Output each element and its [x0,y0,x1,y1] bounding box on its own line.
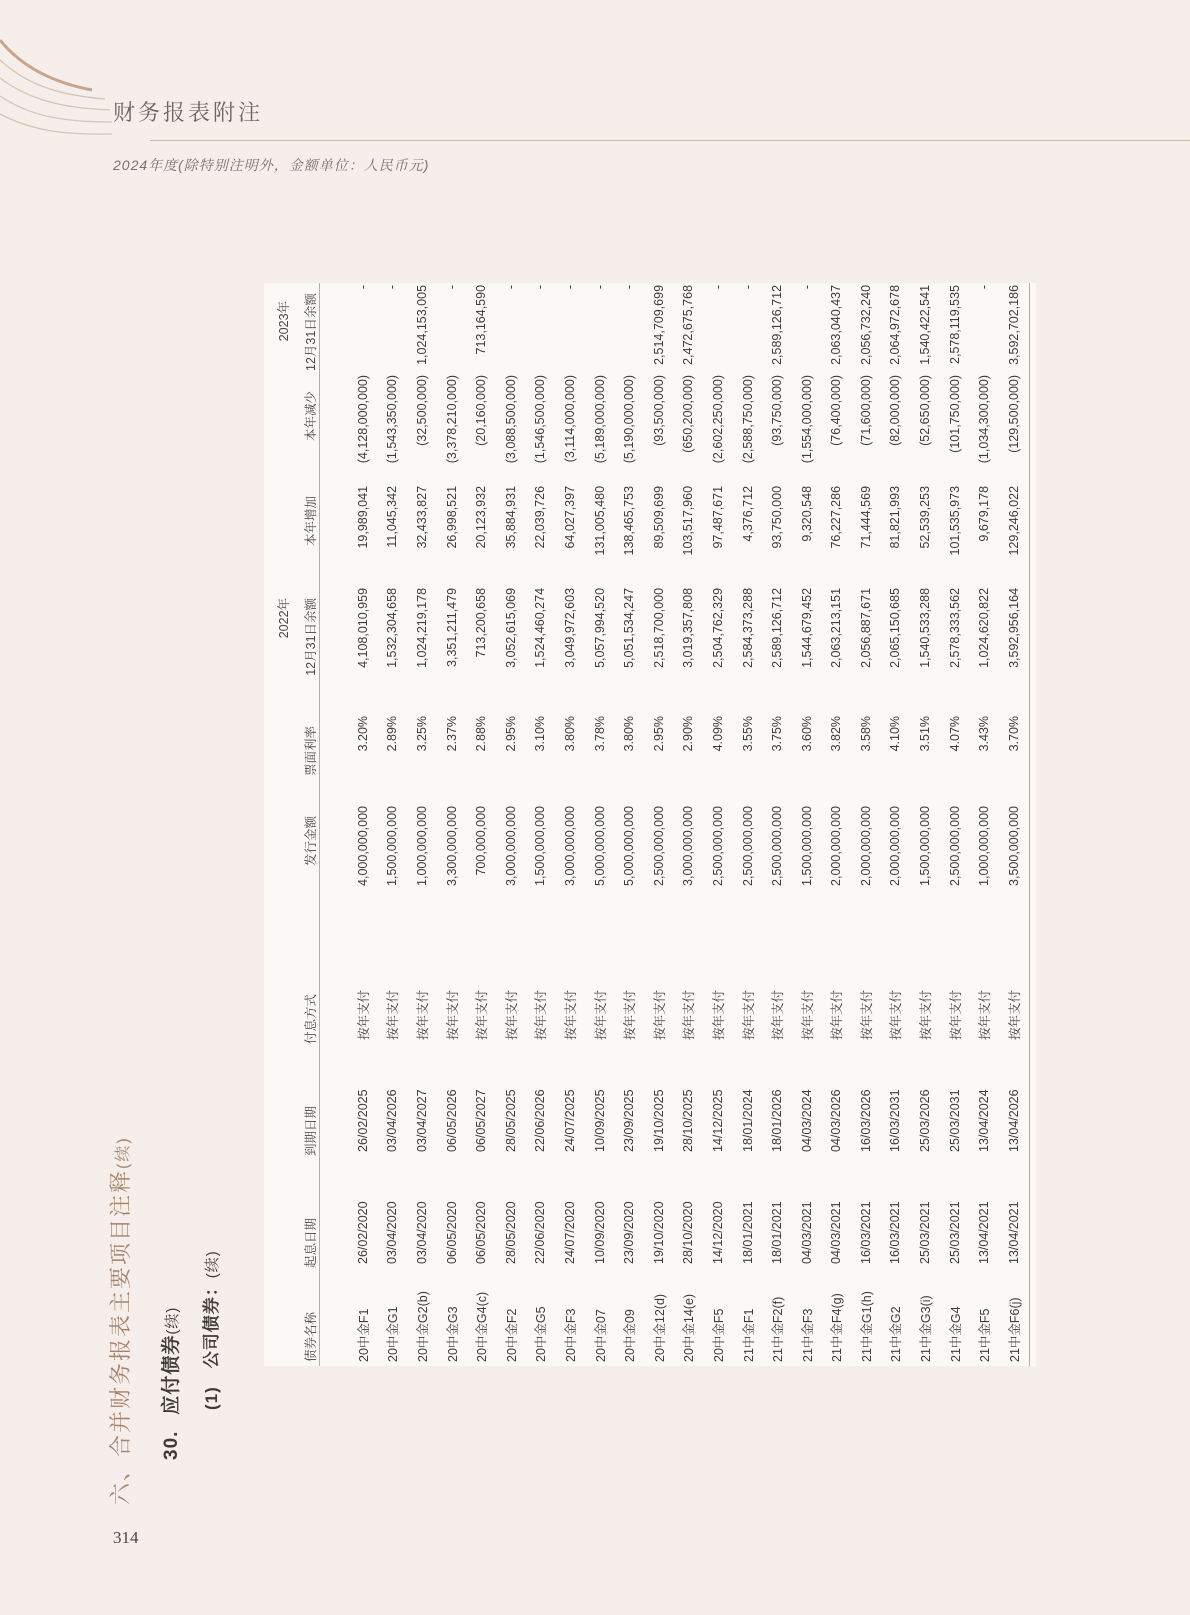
cell-payment-method: 按年支付 [978,989,993,1040]
table-row [585,283,615,1366]
cell-decrease: (4,128,000,000) [355,374,370,464]
cell-decrease: (32,500,000) [414,374,429,446]
cell-issue-amount: 1,000,000,000 [414,806,429,886]
cell-bond-name: 20中金14(e) [682,1293,697,1362]
cell-balance-2023: - [710,284,725,290]
col-header-decrease: 本年减少 [304,390,318,441]
cell-payment-method: 按年支付 [711,989,726,1040]
cell-balance-2023: 2,589,126,712 [770,284,785,365]
table-row [555,283,585,1366]
cell-balance-2022: 1,532,304,658 [385,587,400,668]
cell-issue-amount: 2,000,000,000 [858,806,873,886]
cell-increase: 52,539,253 [918,485,933,549]
col-header-payment-method: 付息方式 [304,993,318,1044]
header-subtitle: 2024年度(除特别注明外，金额单位：人民币元) [113,157,430,173]
cell-increase: 32,433,827 [414,485,429,549]
cell-maturity-date: 22/06/2026 [533,1089,548,1152]
page-number: 314 [113,1528,139,1547]
col-header-start-date: 起息日期 [304,1217,318,1268]
cell-coupon-rate: 3.75% [770,715,785,752]
cell-balance-2022: 2,504,762,329 [710,587,725,668]
cell-balance-2023: 2,472,675,768 [681,284,696,365]
table-row [378,283,408,1366]
cell-payment-method: 按年支付 [948,989,963,1040]
cell-issue-amount: 3,500,000,000 [999,798,1029,948]
table-row [851,283,881,1366]
cell-balance-2023: - [977,284,992,290]
cell-issue-amount: 1,500,000,000 [799,806,814,886]
cell-maturity-date: 24/07/2025 [562,1089,577,1152]
cell-balance-2022: 3,019,357,808 [681,587,696,668]
cell-maturity-date: 18/01/2026 [770,1089,785,1152]
cell-start-date: 26/02/2020 [355,1201,370,1264]
table-row [940,283,970,1366]
cell-bond-name: 20中金07 [593,1309,608,1362]
cell-balance-2023: - [592,284,607,290]
cell-balance-2022: 5,051,534,247 [622,587,637,668]
cell-decrease: (5,190,000,000) [622,374,637,464]
cell-decrease: (2,602,250,000) [710,374,725,464]
cell-maturity-date: 03/04/2026 [385,1089,400,1152]
cell-maturity-date: 23/09/2025 [622,1089,637,1152]
cell-start-date: 03/04/2020 [385,1201,400,1264]
cell-start-date: 23/09/2020 [622,1201,637,1264]
cell-coupon-rate: 3.55% [740,715,755,752]
cell-bond-name: 21中金F3 [800,1308,815,1362]
cell-bond-name: 21中金G4 [948,1306,963,1362]
cell-balance-2022: 1,024,219,178 [414,587,429,668]
cell-start-date: 13/04/2021 [999,1160,1029,1272]
cell-decrease: (1,554,000,000) [799,374,814,464]
cell-maturity-date: 06/05/2027 [474,1089,489,1152]
cell-start-date: 04/03/2021 [799,1201,814,1264]
cell-bond-name: 20中金09 [623,1309,638,1362]
cell-issue-amount: 2,500,000,000 [740,806,755,886]
col-header-bond-name: 债券名称 [304,1311,318,1362]
table-row [733,283,763,1366]
cell-start-date: 22/06/2020 [533,1201,548,1264]
cell-balance-2023: - [533,284,548,290]
cell-maturity-date: 10/09/2025 [592,1089,607,1152]
cell-issue-amount: 2,000,000,000 [829,806,844,886]
table-row [881,283,911,1366]
cell-issue-amount: 3,000,000,000 [562,806,577,886]
cell-issue-amount: 1,500,000,000 [533,806,548,886]
cell-bond-name: 21中金G1(h) [859,1291,874,1362]
cell-balance-2022: 2,056,887,671 [858,587,873,668]
cell-balance-2023: 2,063,040,437 [829,284,844,365]
cell-start-date: 16/03/2021 [858,1201,873,1264]
cell-payment-method: 按年支付 [652,989,667,1040]
cell-start-date: 04/03/2021 [829,1201,844,1264]
cell-balance-2023: 2,064,972,678 [888,284,903,365]
table-row [762,283,792,1366]
cell-start-date: 28/10/2020 [681,1201,696,1264]
cell-payment-method: 按年支付 [386,989,401,1040]
cell-balance-2023: - [385,284,400,290]
cell-start-date: 10/09/2020 [592,1201,607,1264]
cell-increase: 64,027,397 [562,485,577,549]
cell-increase: 103,517,960 [681,485,696,556]
cell-decrease: (52,650,000) [918,374,933,446]
cell-balance-2022: 1,544,679,452 [799,587,814,668]
cell-coupon-rate: 2.88% [474,715,489,752]
section-title-cont: (续) [115,1136,132,1169]
cell-increase: 89,509,699 [651,485,666,549]
cell-payment-method: 按年支付 [682,989,697,1040]
cell-start-date: 03/04/2020 [414,1201,429,1264]
cell-start-date: 24/07/2020 [562,1201,577,1264]
cell-coupon-rate: 3.78% [592,715,607,752]
cell-balance-2022: 2,065,150,685 [888,587,903,668]
cell-coupon-rate: 3.10% [533,715,548,752]
cell-increase: 93,750,000 [770,485,785,549]
cell-payment-method: 按年支付 [800,989,815,1040]
header-title: 财务报表附注 [113,100,264,125]
cell-increase: 22,039,726 [533,485,548,549]
cell-decrease: (1,034,300,000) [977,374,992,464]
table-row [614,283,644,1366]
cell-coupon-rate: 3.82% [829,715,844,752]
cell-bond-name: 20中金G4(c) [475,1291,490,1362]
cell-decrease: (93,500,000) [651,374,666,446]
cell-balance-2023: 1,540,422,541 [918,284,933,365]
cell-issue-amount: 1,500,000,000 [385,806,400,886]
table-row [999,283,1029,1366]
cell-decrease: (5,189,000,000) [592,374,607,464]
cell-balance-2023: 2,514,709,699 [651,284,666,365]
cell-balance-2022: 4,108,010,959 [355,587,370,668]
cell-coupon-rate: 3.80% [622,715,637,752]
cell-payment-method: 按年支付 [593,989,608,1040]
cell-bond-name: 21中金F6(j) [999,1272,1029,1366]
note-title [156,1307,183,1460]
cell-issue-amount: 2,500,000,000 [947,806,962,886]
cell-increase: 20,123,932 [474,485,489,549]
cell-bond-name: 21中金G3(i) [919,1295,934,1362]
cell-issue-amount: 5,000,000,000 [592,806,607,886]
cell-increase: 9,320,548 [799,485,814,542]
table-row [822,283,852,1366]
cell-coupon-rate: 3.70% [999,708,1029,798]
cell-decrease: (1,543,350,000) [385,374,400,464]
cell-coupon-rate: 2.37% [444,715,459,752]
cell-maturity-date: 19/10/2025 [651,1089,666,1152]
year-header-row [264,283,292,1366]
cell-coupon-rate: 2.95% [651,715,666,752]
cell-balance-2022: 713,200,658 [474,587,489,658]
cell-payment-method: 按年支付 [563,989,578,1040]
cell-increase: 131,005,480 [592,485,607,556]
cell-coupon-rate: 3.25% [414,715,429,752]
cell-payment-method: 按年支付 [889,989,904,1040]
table-row [703,283,733,1366]
year-2023-label: 2023年 [277,300,291,342]
cell-coupon-rate: 2.90% [681,715,696,752]
cell-payment-method: 按年支付 [919,989,934,1040]
cell-balance-2023: 713,164,590 [474,284,489,355]
cell-start-date: 18/01/2021 [770,1201,785,1264]
cell-increase: 71,444,569 [858,485,873,549]
cell-increase: 26,998,521 [444,485,459,549]
table-row [969,283,999,1366]
cell-issue-amount: 3,000,000,000 [681,806,696,886]
table-row [496,283,526,1366]
cell-start-date: 14/12/2020 [710,1201,725,1264]
cell-start-date: 25/03/2021 [918,1201,933,1264]
sub-number: (1) [202,1386,221,1410]
table-row [674,283,704,1366]
table-row [644,283,674,1366]
cell-bond-name: 21中金F1 [741,1308,756,1362]
cell-balance-2023: - [355,284,370,290]
cell-balance-2023: 2,578,119,535 [947,284,962,364]
cell-balance-2022: 1,024,620,822 [977,587,992,668]
col-header-balance-2023: 12月31日余额 [304,293,318,371]
cell-payment-method: 按年支付 [356,989,371,1040]
cell-increase: 19,989,041 [355,485,370,549]
cell-balance-2022: 3,351,211,479 [444,587,459,667]
cell-coupon-rate: 3.58% [858,715,873,752]
sub-title [197,1250,222,1410]
cell-maturity-date: 13/04/2026 [999,1048,1029,1160]
header-rule-row [320,283,349,1366]
cell-balance-2022: 2,063,213,151 [829,587,844,668]
cell-maturity-date: 13/04/2024 [977,1089,992,1152]
cell-issue-amount: 2,500,000,000 [651,806,666,886]
cell-balance-2022: 3,592,956,164 [999,580,1029,708]
cell-issue-amount: 3,000,000,000 [503,806,518,886]
col-header-maturity-date: 到期日期 [304,1105,318,1156]
cell-payment-method: 按年支付 [504,989,519,1040]
cell-bond-name: 20中金G2(b) [415,1291,430,1362]
cell-balance-2022: 2,584,373,288 [740,587,755,668]
cell-start-date: 13/04/2021 [977,1201,992,1264]
cell-balance-2023: - [503,284,518,290]
cell-increase: 101,535,973 [947,485,962,556]
cell-decrease: (650,200,000) [681,374,696,453]
cell-payment-method: 按年支付 [999,948,1029,1048]
cell-maturity-date: 04/03/2026 [829,1089,844,1152]
cell-balance-2022: 3,049,972,603 [562,587,577,668]
cell-decrease: (3,088,500,000) [503,374,518,464]
cell-bond-name: 20中金F5 [711,1308,726,1362]
cell-bond-name: 20中金12(d) [652,1293,667,1362]
cell-coupon-rate: 3.60% [799,715,814,752]
cell-increase: 97,487,671 [710,485,725,549]
cell-increase: 4,376,712 [740,485,755,542]
cell-start-date: 19/10/2020 [651,1201,666,1264]
cell-bond-name: 21中金F4(g) [830,1293,845,1362]
year-2022-label: 2022年 [277,597,291,639]
cell-decrease: (3,114,000,000) [562,374,577,463]
cell-maturity-date: 25/03/2031 [947,1089,962,1152]
cell-balance-2023: 1,024,153,005 [414,284,429,365]
cell-start-date: 06/05/2020 [444,1201,459,1264]
cell-start-date: 16/03/2021 [888,1201,903,1264]
cell-maturity-date: 25/03/2026 [918,1089,933,1152]
cell-increase: 11,045,342 [385,485,400,548]
cell-payment-method: 按年支付 [415,989,430,1040]
cell-balance-2023: - [444,284,459,290]
cell-coupon-rate: 3.20% [355,715,370,752]
cell-maturity-date: 16/03/2031 [888,1089,903,1152]
cell-coupon-rate: 2.95% [503,715,518,752]
header-divider [150,140,1190,141]
cell-maturity-date: 14/12/2025 [710,1089,725,1152]
section-title-text: 六、合并财务报表主要项目注释 [108,1168,133,1505]
cell-maturity-date: 28/05/2025 [503,1089,518,1152]
cell-bond-name: 21中金F5 [978,1308,993,1362]
cell-start-date: 18/01/2021 [740,1201,755,1264]
corner-arc-decoration [0,0,120,150]
cell-coupon-rate: 3.51% [918,715,933,752]
cell-decrease: (1,546,500,000) [533,374,548,464]
section-title [104,1136,135,1505]
cell-payment-method: 按年支付 [830,989,845,1040]
cell-balance-2022: 2,518,700,000 [651,587,666,668]
cell-increase: 35,884,931 [503,485,518,549]
bond-table-panel [264,283,1036,1366]
cell-start-date: 25/03/2021 [947,1201,962,1264]
cell-decrease: (2,588,750,000) [740,374,755,464]
cell-balance-2023: 3,592,702,186 [999,283,1029,373]
cell-decrease: (76,400,000) [829,374,844,446]
bond-table [264,283,1030,1366]
cell-decrease: (101,750,000) [947,374,962,453]
cell-start-date: 06/05/2020 [474,1201,489,1264]
cell-coupon-rate: 2.89% [385,715,400,752]
cell-balance-2022: 3,052,615,069 [503,587,518,668]
cell-maturity-date: 04/03/2024 [799,1089,814,1152]
table-row [407,283,437,1366]
cell-balance-2022: 1,524,460,274 [533,587,548,668]
table-row [466,283,496,1366]
cell-issue-amount: 700,000,000 [474,806,489,876]
cell-issue-amount: 2,000,000,000 [888,806,903,886]
sub-title-cont: (续) [204,1250,221,1279]
cell-balance-2022: 2,578,333,562 [947,587,962,668]
cell-coupon-rate: 4.07% [947,715,962,752]
cell-balance-2023: - [622,284,637,290]
note-title-text: 应付债券 [161,1334,182,1415]
column-header-row [292,283,320,1366]
note-number: 30. [161,1430,182,1460]
note-title-cont: (续) [164,1306,181,1335]
cell-coupon-rate: 3.43% [977,715,992,752]
cell-maturity-date: 06/05/2026 [444,1089,459,1152]
cell-issue-amount: 4,000,000,000 [355,806,370,886]
cell-payment-method: 按年支付 [741,989,756,1040]
cell-maturity-date: 28/10/2025 [681,1089,696,1152]
cell-increase: 81,821,993 [888,485,903,549]
col-header-increase: 本年增加 [304,495,318,546]
cell-maturity-date: 18/01/2024 [740,1089,755,1152]
cell-decrease: (129,500,000) [999,373,1029,478]
sub-title-text: 公司债券： [202,1278,221,1369]
cell-balance-2022: 2,589,126,712 [770,587,785,668]
cell-balance-2023: 2,056,732,240 [858,284,873,365]
cell-bond-name: 20中金G1 [386,1306,401,1362]
cell-bond-name: 21中金F2(f) [771,1296,786,1362]
cell-coupon-rate: 4.09% [710,715,725,752]
cell-payment-method: 按年支付 [534,989,549,1040]
cell-bond-name: 20中金G3 [445,1306,460,1362]
table-row [348,283,378,1366]
cell-bond-name: 20中金G5 [534,1306,549,1362]
cell-maturity-date: 16/03/2026 [858,1089,873,1152]
cell-bond-name: 21中金G2 [889,1306,904,1362]
cell-decrease: (3,378,210,000) [444,374,459,464]
cell-payment-method: 按年支付 [475,989,490,1040]
table-row [437,283,467,1366]
cell-increase: 129,246,022 [999,478,1029,580]
cell-issue-amount: 3,300,000,000 [444,806,459,886]
cell-maturity-date: 03/04/2027 [414,1089,429,1152]
cell-decrease: (82,000,000) [888,374,903,446]
cell-decrease: (71,600,000) [858,374,873,446]
cell-balance-2023: - [562,284,577,290]
cell-start-date: 28/05/2020 [503,1201,518,1264]
bond-table-rotator [264,283,1036,1366]
cell-bond-name: 20中金F1 [356,1308,371,1362]
col-header-issue-amount: 发行金额 [304,816,318,867]
cell-balance-2023: - [740,284,755,290]
cell-issue-amount: 1,500,000,000 [918,806,933,886]
table-row [526,283,556,1366]
cell-coupon-rate: 4.10% [888,715,903,752]
cell-increase: 138,465,753 [622,485,637,556]
cell-balance-2022: 1,540,533,288 [918,587,933,668]
cell-decrease: (93,750,000) [770,374,785,446]
cell-issue-amount: 2,500,000,000 [770,806,785,886]
cell-payment-method: 按年支付 [623,989,638,1040]
cell-payment-method: 按年支付 [445,989,460,1040]
cell-balance-2022: 5,057,994,520 [592,587,607,668]
cell-payment-method: 按年支付 [859,989,874,1040]
table-row [792,283,822,1366]
col-header-balance-2022: 12月31日余额 [304,597,318,676]
cell-bond-name: 20中金F3 [563,1308,578,1362]
cell-balance-2023: - [799,284,814,290]
table-row [910,283,940,1366]
cell-issue-amount: 1,000,000,000 [977,806,992,886]
cell-payment-method: 按年支付 [771,989,786,1040]
cell-increase: 9,679,178 [977,485,992,542]
cell-decrease: (20,160,000) [474,374,489,446]
cell-issue-amount: 5,000,000,000 [622,806,637,886]
cell-maturity-date: 26/02/2025 [355,1089,370,1152]
cell-coupon-rate: 3.80% [562,715,577,752]
cell-bond-name: 20中金F2 [504,1308,519,1362]
cell-issue-amount: 2,500,000,000 [710,806,725,886]
col-header-coupon-rate: 票面利率 [304,725,318,776]
cell-increase: 76,227,286 [829,485,844,549]
